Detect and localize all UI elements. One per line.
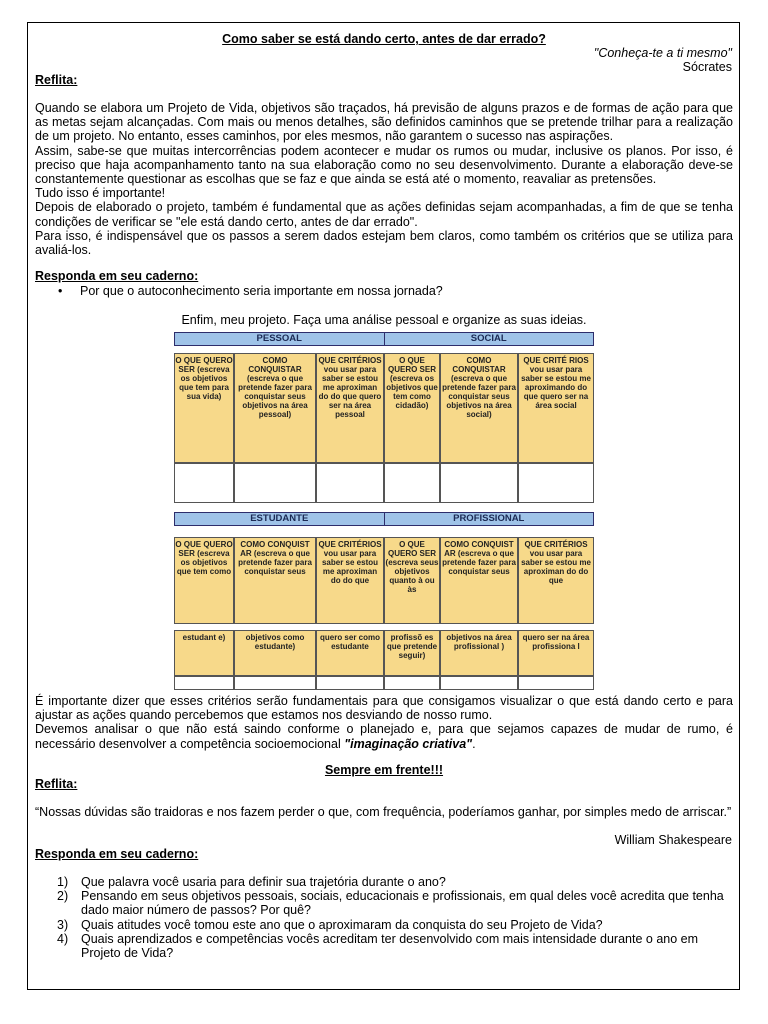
after-table-text <box>35 694 733 751</box>
table-cell: O QUE QUERO SER (escreva os objetivos que tem como <box>174 537 234 624</box>
item-text: Quais atitudes você tomou este ano que o aproximaram da conquista do seu Projeto de Vida? <box>81 917 603 932</box>
paragraph: É importante dizer que esses critérios serão fundamentais para que consigamos visualizar o que está dando certo e para ajustar as ações quando percebemos que estamos nos desviando de nosso rumo. <box>35 694 733 723</box>
respond-heading: Responda em seu caderno: <box>35 269 199 283</box>
section-title: Sempre em frente!!! <box>324 763 444 777</box>
table-cell: O QUE QUERO SER (escreva os objetivos que tem como cidadão) <box>384 353 440 463</box>
respond-heading-2: Responda em seu caderno: <box>35 847 199 861</box>
item-text: Que palavra você usaria para definir sua trajetória durante o ano? <box>81 875 446 889</box>
item-text: Pensando em seus objetivos pessoais, sociais, educacionais e profissionais, em qual deles você acredita que tenha dado maior número de passos? Por quê? <box>81 889 724 918</box>
table1-answer-row <box>174 463 594 503</box>
table-cell: quero ser como estudante <box>316 630 384 676</box>
table-cell: COMO CONQUISTAR (escreva o que pretende fazer para conquistar seus objetivos na área social) <box>440 353 518 463</box>
table-cell: QUE CRITÉRIOS vou usar para saber se estou me aproximan do do que <box>518 537 594 624</box>
table1-prompts <box>174 353 594 463</box>
header-profissional: PROFISSIONAL <box>384 513 594 525</box>
answer-cell[interactable] <box>440 676 518 690</box>
text-span: Devemos analisar o que não está saindo conforme o planejado e, para que sejamos capazes de mudar de rumo, é necessário desenvolver a competência socioemocional <box>35 722 733 751</box>
text-span: . <box>472 736 476 751</box>
paragraph: Depois de elaborado o projeto, também é fundamental que as ações definidas sejam acompanhadas, a fim de que se tenha condições de verificar se "ele está dando certo, antes de dar errado". <box>35 200 733 229</box>
paragraph: Para isso, é indispensável que os passos a serem dados estejam bem claros, como também os critérios que se utiliza para avaliá-los. <box>35 228 733 258</box>
table-cell: QUE CRITÉRIOS vou usar para saber se estou me aproximan do do que quero ser na área pessoal <box>316 353 384 463</box>
list-item <box>57 875 733 889</box>
emphasis-text: "imaginação criativa" <box>344 736 473 751</box>
table-cell: COMO CONQUIST AR (escreva o que pretende fazer para conquistar seus <box>234 537 316 624</box>
table-cell: quero ser na área profissiona l <box>518 630 594 676</box>
table2-prompts <box>174 537 594 624</box>
reflect-heading: Reflita: <box>35 73 78 87</box>
quote-author: William Shakespeare <box>614 833 732 847</box>
paragraph: Assim, sabe-se que muitas intercorrências podem acontecer e mudar os rumos ou mudar, inclusive os planos. Por isso, é preciso que haja acompanhamento tanto na sua elaboração como no seu desenvolvimento. Durante a elaboração deve-se constantemente questionar as escolhas que se faz e que ainda se está até o momento, reavaliar as pretensões. <box>35 143 733 187</box>
bullet-icon: • <box>58 284 63 298</box>
answer-cell[interactable] <box>316 463 384 503</box>
table-cell: profissõ es que pretende seguir) <box>384 630 440 676</box>
table-cell: O QUE QUERO SER (escreva seus objetivos quanto à ou às <box>384 537 440 624</box>
answer-cell[interactable] <box>384 676 440 690</box>
table-cell: COMO CONQUIST AR (escreva o que pretende fazer para conquistar seus <box>440 537 518 624</box>
item-number: 3) <box>57 917 69 932</box>
table2-prompts-continued <box>174 630 594 676</box>
item-number: 4) <box>57 931 69 946</box>
header-pessoal: PESSOAL <box>256 333 302 344</box>
table1-header <box>174 332 594 346</box>
answer-cell[interactable] <box>518 463 594 503</box>
reflect-heading-2: Reflita: <box>35 777 78 791</box>
table-cell: estudant e) <box>174 630 234 676</box>
list-item <box>57 932 733 960</box>
answer-cell[interactable] <box>518 676 594 690</box>
page-title: Como saber se está dando certo, antes de dar errado? <box>222 32 546 46</box>
table2-header <box>174 512 594 526</box>
table-cell: objetivos na área profissional ) <box>440 630 518 676</box>
question-list <box>57 875 733 960</box>
answer-cell[interactable] <box>234 676 316 690</box>
table-intro: Enfim, meu projeto. Faça uma análise pessoal e organize as suas ideias. <box>181 313 587 327</box>
header-social: SOCIAL <box>384 333 594 345</box>
epigraph-quote: "Conheça-te a ti mesmo" <box>593 46 732 60</box>
answer-cell[interactable] <box>174 463 234 503</box>
item-text: Quais aprendizados e competências vocês acreditam ter desenvolvido com mais intensidade durante o ano em Projeto de Vida? <box>81 931 699 961</box>
header-estudante: ESTUDANTE <box>250 513 309 524</box>
list-item <box>57 889 733 917</box>
list-item <box>57 918 733 932</box>
reflection-text <box>35 101 733 257</box>
shakespeare-quote: “Nossas dúvidas são traidoras e nos fazem perder o que, com frequência, poderíamos ganhar, por simples medo de arriscar.” <box>35 805 732 819</box>
question-bullet <box>58 284 443 298</box>
table2-answer-row <box>174 676 594 690</box>
table-cell: COMO CONQUISTAR (escreva o que pretende fazer para conquistar seus objetivos na área pessoal) <box>234 353 316 463</box>
table-cell: O QUE QUERO SER (escreva os objetivos que tem para sua vida) <box>174 353 234 463</box>
question-text: Por que o autoconhecimento seria importante em nossa jornada? <box>80 284 443 298</box>
answer-cell[interactable] <box>440 463 518 503</box>
answer-cell[interactable] <box>384 463 440 503</box>
table-cell: objetivos como estudante) <box>234 630 316 676</box>
answer-cell[interactable] <box>234 463 316 503</box>
answer-cell[interactable] <box>174 676 234 690</box>
paragraph: Quando se elabora um Projeto de Vida, objetivos são traçados, há previsão de alguns prazos e de formas de ação para que as metas sejam alcançadas. Com mais ou menos detalhes, são definidos caminhos que se pretende trilhar para a realização de um projeto. No entanto, esses caminhos, por eles mesmos, não garantem o sucesso nas aspirações. <box>35 101 733 144</box>
table-cell: QUE CRITÉRIOS vou usar para saber se estou me aproximan do do que <box>316 537 384 624</box>
paragraph <box>35 722 733 750</box>
item-number: 2) <box>57 889 69 904</box>
answer-cell[interactable] <box>316 676 384 690</box>
table-cell: QUE CRITÉ RIOS vou usar para saber se estou me aproximando do que quero ser na área social <box>518 353 594 463</box>
epigraph-author: Sócrates <box>682 60 732 74</box>
paragraph: Tudo isso é importante! <box>35 186 166 201</box>
item-number: 1) <box>57 875 69 889</box>
